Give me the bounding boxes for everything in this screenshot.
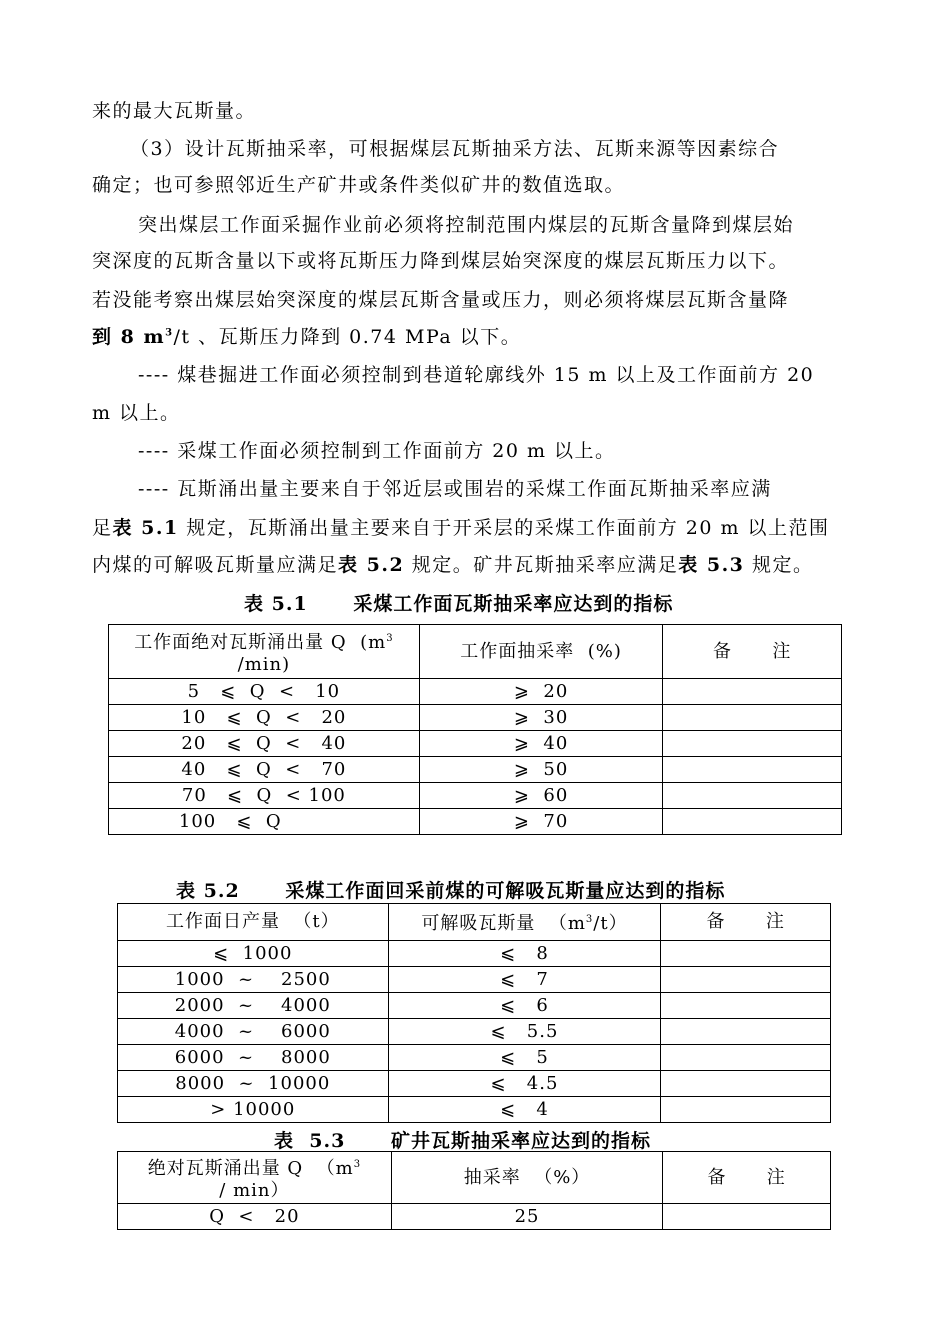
table-cell: ⩾ 60 (419, 783, 663, 809)
table-cell: ⩽ 5 (388, 1045, 661, 1071)
table-cell: Q < 20 (118, 1204, 392, 1230)
table-cell: 25 (391, 1204, 663, 1230)
table-cell: 100 ⩽ Q (109, 809, 420, 835)
text-run: 规定。矿井瓦斯抽采率应满足 (404, 554, 679, 576)
table-row (109, 783, 842, 809)
table-cell: ⩽ 4.5 (388, 1071, 661, 1097)
paragraph-line: 若没能考察出煤层始突深度的煤层瓦斯含量或压力，则必须将煤层瓦斯含量降 (92, 289, 790, 311)
table-cell (661, 1097, 831, 1123)
column-header: 绝对瓦斯涌出量 Q （$m^3$ / min） (118, 1152, 392, 1204)
table-ref: 表 5.3 (678, 554, 745, 576)
table-cell (661, 1045, 831, 1071)
table-cell: ⩾ 30 (419, 705, 663, 731)
value-text: /t 、瓦斯压力降到 0.74 MPa 以下。 (173, 326, 522, 348)
superscript: 3 (165, 327, 174, 339)
column-header: 抽采率 （%） (391, 1152, 663, 1204)
table-cell (663, 731, 842, 757)
table-cell: 6000 ~ 8000 (118, 1045, 389, 1071)
table-row (109, 679, 842, 705)
table-5-3 (117, 1151, 831, 1230)
table-header-row (109, 625, 842, 679)
table-cell (663, 1204, 831, 1230)
table-cell (663, 809, 842, 835)
table-cell: ⩽ 6 (388, 993, 661, 1019)
table-cell: 40 ⩽ Q < 70 (109, 757, 420, 783)
table-caption: 表 5.3 矿井瓦斯抽采率应达到的指标 (274, 1130, 651, 1152)
column-header: 可解吸瓦斯量 $(m^3/t)$ (388, 904, 661, 941)
table-cell: 2000 ~ 4000 (118, 993, 389, 1019)
table-ref: 表 5.2 (338, 554, 405, 576)
table-row (118, 1045, 831, 1071)
table-cell: ⩾ 70 (419, 809, 663, 835)
table-cell: ⩽ 1000 (118, 941, 389, 967)
table-cell (663, 783, 842, 809)
column-header: 备 注 (661, 904, 831, 941)
paragraph-line (92, 513, 830, 540)
table-cell: 8000 ~ 10000 (118, 1071, 389, 1097)
table-row (118, 1204, 831, 1230)
table-cell: 5 ⩽ Q < 10 (109, 679, 420, 705)
paragraph-line (92, 550, 813, 577)
table-row (118, 941, 831, 967)
paragraph-line: 确定；也可参照邻近生产矿井或条件类似矿井的数值选取。 (92, 174, 626, 196)
table-5-1 (108, 624, 842, 835)
paragraph-line: ---- 采煤工作面必须控制到工作面前方 20 m 以上。 (138, 440, 616, 462)
table-row (118, 1019, 831, 1045)
table-header-row (118, 904, 831, 941)
table-row (118, 1097, 831, 1123)
table-cell: ⩾ 40 (419, 731, 663, 757)
paragraph-line (92, 322, 521, 349)
paragraph-line: ---- 煤巷掘进工作面必须控制到巷道轮廓线外 15 m 以上及工作面前方 20 (138, 364, 815, 386)
table-row (118, 993, 831, 1019)
column-header: 工作面绝对瓦斯涌出量 Q ($m^3$ /min) (109, 625, 420, 679)
table-cell: ⩾ 20 (419, 679, 663, 705)
column-header: 备 注 (663, 625, 842, 679)
table-ref: 表 5.1 (112, 517, 179, 539)
table-cell (661, 941, 831, 967)
table-cell (663, 705, 842, 731)
table-cell (661, 993, 831, 1019)
table-cell (661, 1071, 831, 1097)
column-header: 工作面抽采率 (%) (419, 625, 663, 679)
paragraph-line: 来的最大瓦斯量。 (92, 100, 257, 122)
column-header: 工作面日产量 （t） (118, 904, 389, 941)
table-cell: 20 ⩽ Q < 40 (109, 731, 420, 757)
table-cell: ⩽ 7 (388, 967, 661, 993)
paragraph-line: ---- 瓦斯涌出量主要来自于邻近层或围岩的采煤工作面瓦斯抽采率应满 (138, 478, 772, 500)
table-row (109, 809, 842, 835)
paragraph-line: 突深度的瓦斯含量以下或将瓦斯压力降到煤层始突深度的煤层瓦斯压力以下。 (92, 250, 790, 272)
text-run: 规定。 (744, 554, 814, 576)
table-5-2 (117, 903, 831, 1123)
table-caption: 表 5.1 采煤工作面瓦斯抽采率应达到的指标 (244, 593, 674, 615)
table-header-row (118, 1152, 831, 1204)
table-row (118, 967, 831, 993)
table-cell (663, 679, 842, 705)
table-row (109, 731, 842, 757)
value-text: 到 8 m (92, 326, 166, 348)
table-cell (661, 1019, 831, 1045)
paragraph-line: m 以上。 (92, 402, 181, 424)
table-cell (663, 757, 842, 783)
table-cell: 70 ⩽ Q < 100 (109, 783, 420, 809)
table-cell: ⩾ 50 (419, 757, 663, 783)
text-run: 内煤的可解吸瓦斯量应满足 (92, 554, 339, 576)
table-row (109, 757, 842, 783)
table-caption: 表 5.2 采煤工作面回采前煤的可解吸瓦斯量应达到的指标 (176, 880, 726, 902)
table-row (118, 1071, 831, 1097)
text-run: 足 (92, 517, 113, 539)
table-cell (661, 967, 831, 993)
table-cell: 1000 ~ 2500 (118, 967, 389, 993)
table-cell: ⩽ 5.5 (388, 1019, 661, 1045)
table-cell: 10 ⩽ Q < 20 (109, 705, 420, 731)
table-cell: ⩽ 8 (388, 941, 661, 967)
table-row (109, 705, 842, 731)
paragraph-line: 突出煤层工作面采掘作业前必须将控制范围内煤层的瓦斯含量降到煤层始 (138, 214, 795, 236)
column-header: 备 注 (663, 1152, 831, 1204)
text-run: 规定，瓦斯涌出量主要来自于开采层的采煤工作面前方 20 m 以上范围 (178, 517, 830, 539)
table-cell: ⩽ 4 (388, 1097, 661, 1123)
paragraph-line: （3）设计瓦斯抽采率，可根据煤层瓦斯抽采方法、瓦斯来源等因素综合 (130, 138, 780, 160)
table-cell: > 10000 (118, 1097, 389, 1123)
table-cell: 4000 ~ 6000 (118, 1019, 389, 1045)
